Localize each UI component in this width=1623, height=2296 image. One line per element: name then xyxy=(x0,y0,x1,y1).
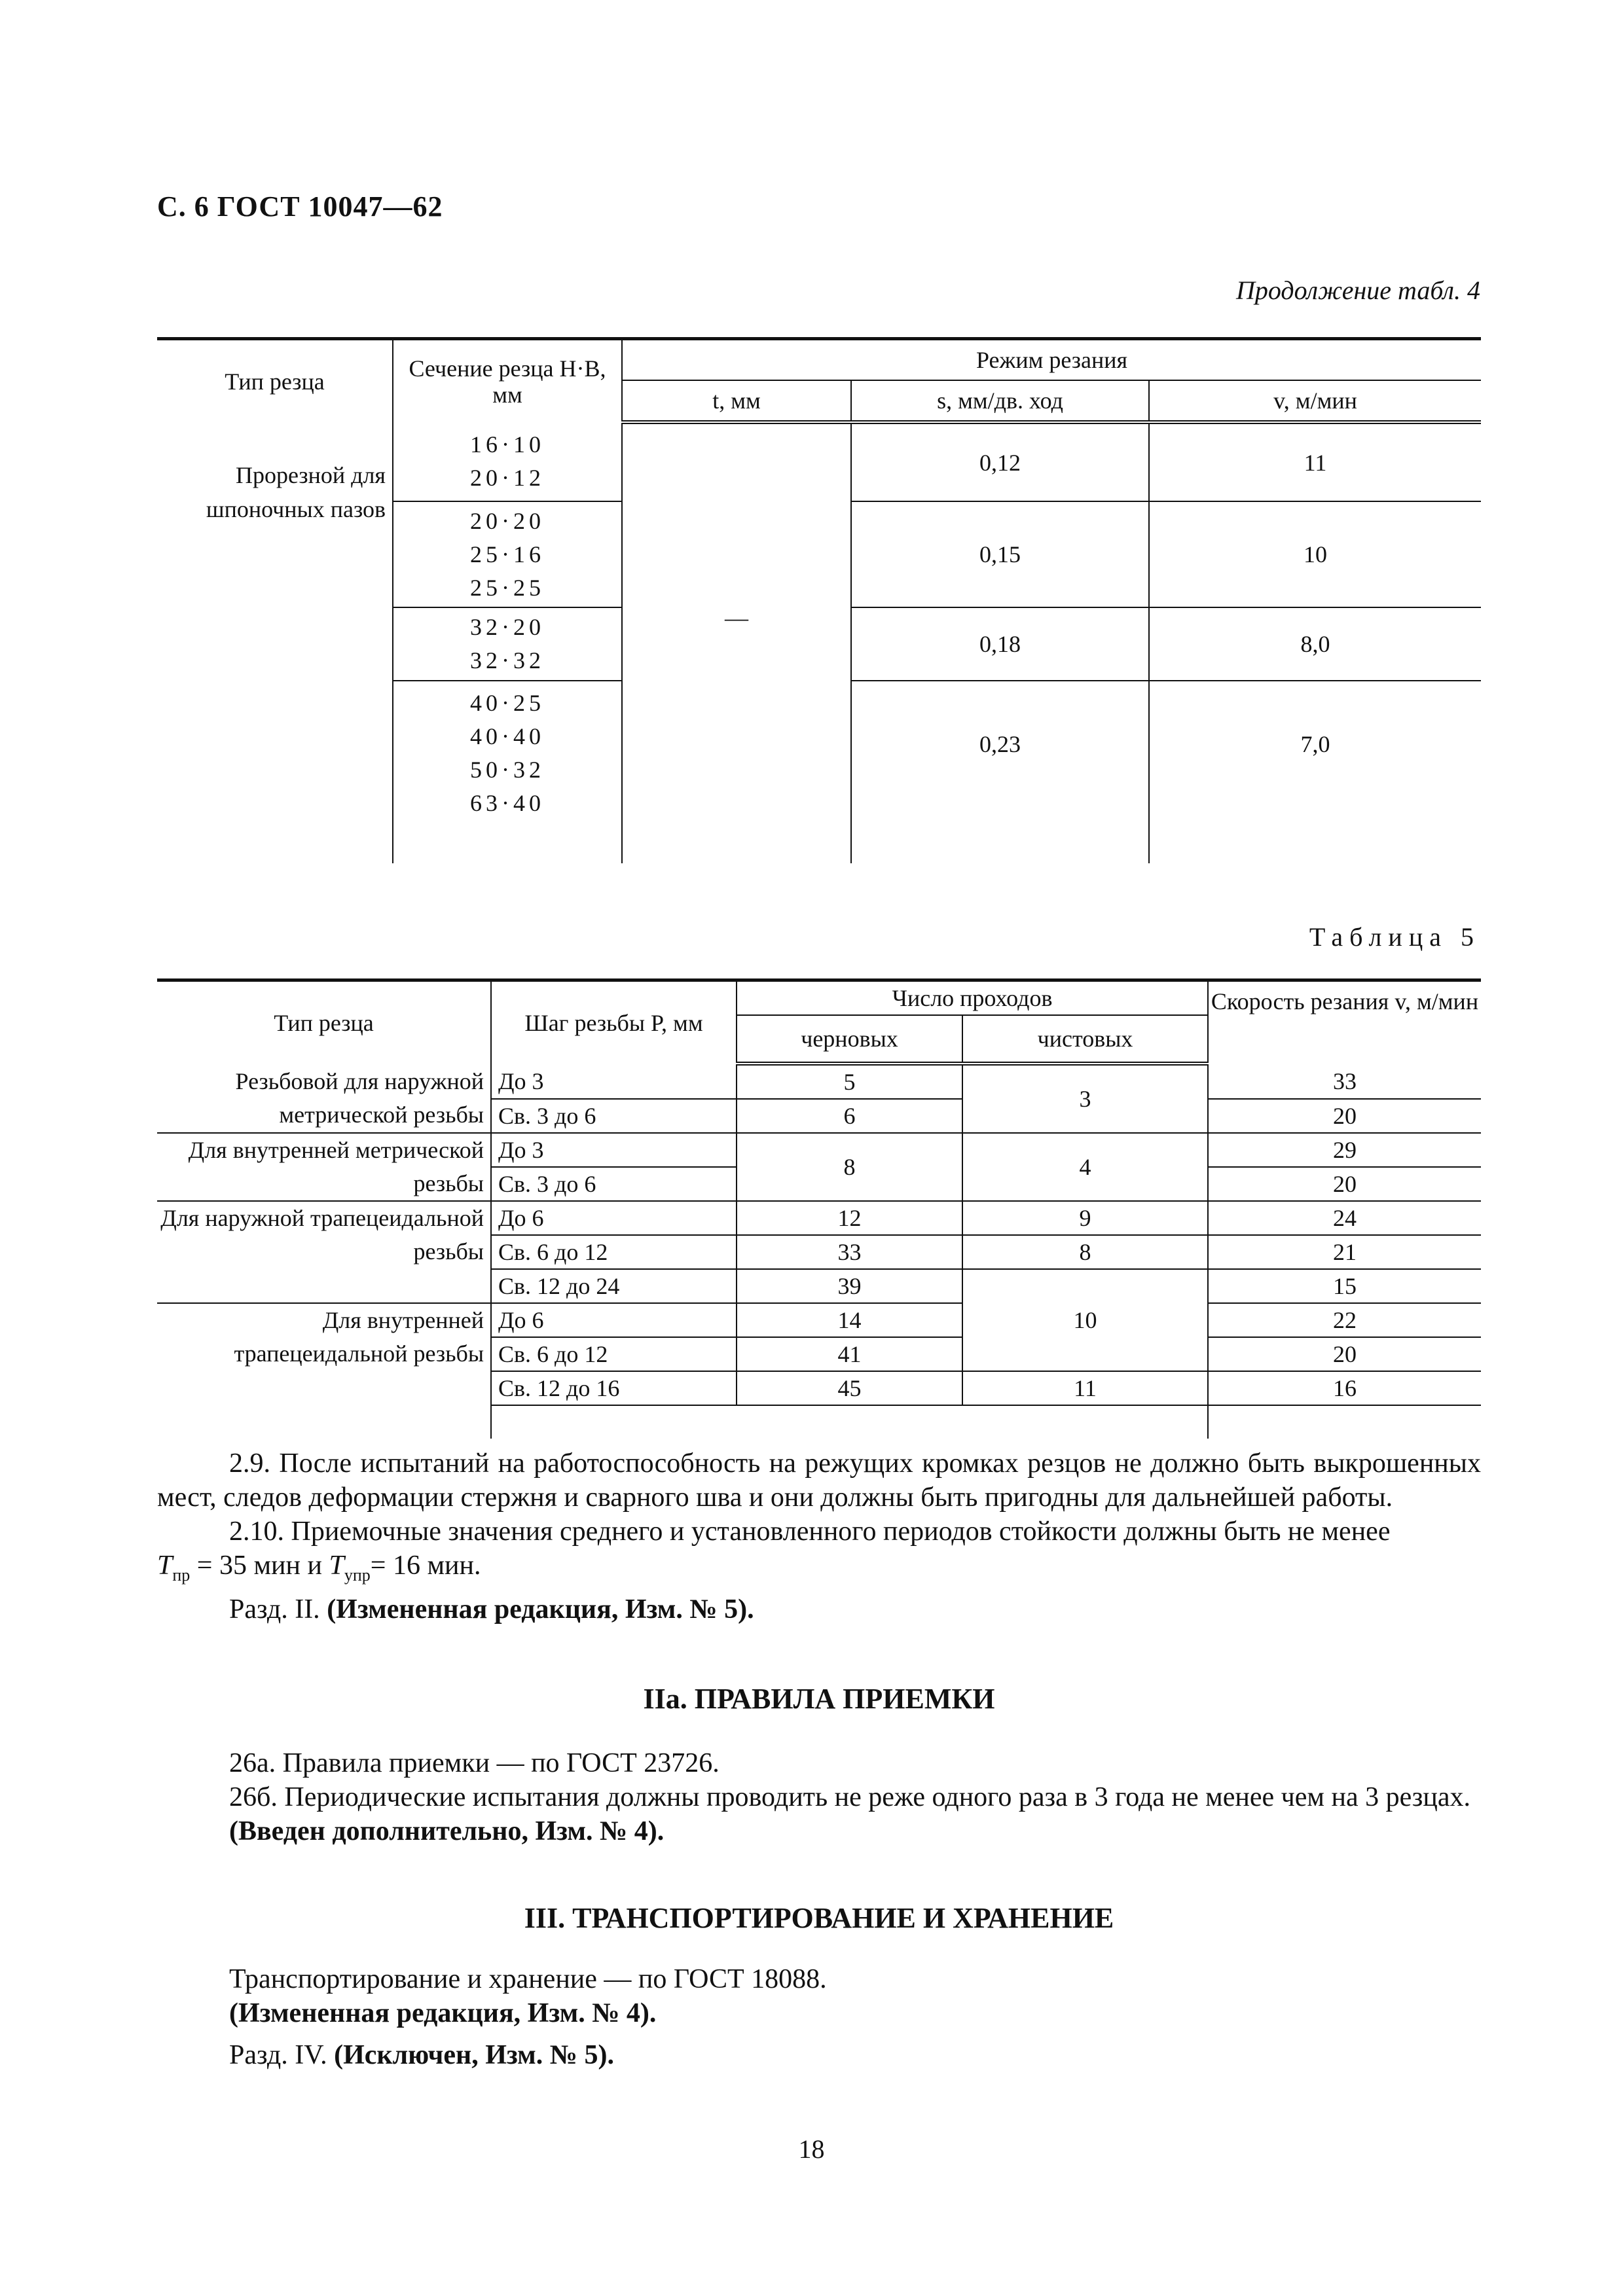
razd-4-note xyxy=(157,2038,1481,2072)
t-upr-subscript: упр xyxy=(344,1566,371,1585)
t5-finish: 11 xyxy=(962,1371,1208,1405)
t4-sections-g3: 32·20 32·32 xyxy=(393,607,622,681)
t5-rough: 6 xyxy=(737,1099,962,1133)
t5-finish: 9 xyxy=(962,1201,1208,1235)
introduced-note: (Введен дополнительно, Изм. № 4). xyxy=(229,1816,665,1846)
page-header: С. 6 ГОСТ 10047—62 xyxy=(157,190,443,223)
t4-v-g4: 7,0 xyxy=(1149,681,1481,863)
t5-pitch: До 3 xyxy=(491,1064,737,1099)
paragraphs-26 xyxy=(157,1746,1481,1848)
t5-rough: 45 xyxy=(737,1371,962,1405)
t5-type-1: Резьбовой для наружной метрической резьбы xyxy=(157,1064,491,1133)
paragraph-2-10: 2.10. Приемочные значения среднего и установленного периодов стойкости должны быть не менее xyxy=(229,1516,1391,1547)
section-3-title: III. ТРАНСПОРТИРОВАНИЕ И ХРАНЕНИЕ xyxy=(524,1902,1114,1934)
t5-speed: 16 xyxy=(1208,1371,1481,1405)
t5-rough: 14 xyxy=(737,1303,962,1337)
t5-pitch: Св. 6 до 12 xyxy=(491,1235,737,1269)
t5-rough: 5 xyxy=(737,1064,962,1099)
t5-header-speed: Скорость резания v, м/мин xyxy=(1208,980,1481,1064)
t4-s-g4: 0,23 xyxy=(851,681,1149,863)
t5-finish: 8 xyxy=(962,1235,1208,1269)
paragraphs-transport xyxy=(157,1962,1481,2072)
t4-header-v: v, м/мин xyxy=(1149,380,1481,422)
t4-s-g2: 0,15 xyxy=(851,501,1149,607)
t5-type-2: Для внутренней метрической резьбы xyxy=(157,1133,491,1201)
paragraphs-2-9-2-10 xyxy=(157,1446,1481,1626)
t5-pitch: Св. 3 до 6 xyxy=(491,1099,737,1133)
t4-header-type: Тип резца xyxy=(157,339,393,423)
paragraph-2-10-values xyxy=(157,1549,1481,1592)
t5-header-type: Тип резца xyxy=(157,980,491,1064)
t5-header-passes: Число проходов xyxy=(737,980,1208,1016)
t-pr-value: = 35 мин и xyxy=(190,1551,329,1581)
t5-pitch: Св. 12 до 16 xyxy=(491,1371,737,1405)
t5-rough: 12 xyxy=(737,1201,962,1235)
t5-tail-spacer xyxy=(157,1405,491,1439)
t5-rough: 33 xyxy=(737,1235,962,1269)
t5-type-3: Для наружной трапецеидальной резьбы xyxy=(160,1205,484,1265)
t-upr-value: = 16 мин. xyxy=(370,1551,481,1581)
t5-tail-spacer xyxy=(1208,1405,1481,1439)
t-pr-subscript: пр xyxy=(172,1566,191,1585)
t5-tail-spacer xyxy=(737,1405,962,1439)
t-pr-symbol: T xyxy=(157,1551,173,1581)
t4-t-value: — xyxy=(622,422,851,863)
t5-finish: 10 xyxy=(962,1269,1208,1371)
t5-speed: 21 xyxy=(1208,1235,1481,1269)
t4-header-mode: Режим резания xyxy=(622,339,1481,381)
t5-speed: 20 xyxy=(1208,1337,1481,1371)
paragraph-26b: 26б. Периодические испытания должны проводить не реже одного раза в 3 года не менее чем на 3 резцах. xyxy=(229,1782,1470,1812)
t5-pitch: До 6 xyxy=(491,1201,737,1235)
table-4 xyxy=(157,337,1481,863)
t5-header-rough: черновых xyxy=(737,1015,962,1064)
razd-2-amended: (Измененная редакция, Изм. № 5). xyxy=(327,1594,754,1624)
amended-4-note: (Измененная редакция, Изм. № 4). xyxy=(229,1998,657,2028)
paragraph-transport: Транспортирование и хранение — по ГОСТ 18088. xyxy=(229,1964,827,1994)
t5-speed: 33 xyxy=(1208,1064,1481,1099)
table-5 xyxy=(157,978,1481,1439)
t5-pitch: До 3 xyxy=(491,1133,737,1167)
table4-caption: Продолжение табл. 4 xyxy=(1235,276,1480,305)
razd-4-prefix: Разд. IV. xyxy=(229,2040,335,2070)
t5-speed: 29 xyxy=(1208,1133,1481,1167)
t5-tail-spacer xyxy=(491,1405,737,1439)
t4-v-g3: 8,0 xyxy=(1149,607,1481,681)
t4-s-g3: 0,18 xyxy=(851,607,1149,681)
t5-speed: 24 xyxy=(1208,1201,1481,1235)
t4-header-t: t, мм xyxy=(622,380,851,422)
razd-2-prefix: Разд. II. xyxy=(229,1594,327,1624)
t5-header-pitch: Шаг резьбы P, мм xyxy=(491,980,737,1064)
paragraph-26a: 26а. Правила приемки — по ГОСТ 23726. xyxy=(229,1748,720,1778)
t-upr-symbol: T xyxy=(329,1551,344,1581)
t5-rough: 8 xyxy=(737,1133,962,1201)
t5-speed: 22 xyxy=(1208,1303,1481,1337)
t5-type-4: Для внутренней трапецеидальной резьбы xyxy=(157,1303,491,1405)
t5-finish: 3 xyxy=(962,1064,1208,1133)
t4-s-g1: 0,12 xyxy=(851,422,1149,501)
section-2a-title: IIа. ПРАВИЛА ПРИЕМКИ xyxy=(643,1683,995,1715)
page-number: 18 xyxy=(798,2134,825,2164)
t4-cutter-type: Прорезной для шпоночных пазов xyxy=(206,462,386,522)
razd-4-excluded: (Исключен, Изм. № 5). xyxy=(334,2040,614,2070)
t4-header-s: s, мм/дв. ход xyxy=(851,380,1149,422)
t5-finish: 4 xyxy=(962,1133,1208,1201)
t5-pitch: До 6 xyxy=(491,1303,737,1337)
t5-speed: 20 xyxy=(1208,1167,1481,1201)
t5-speed: 20 xyxy=(1208,1099,1481,1133)
t5-pitch: Св. 3 до 6 xyxy=(491,1167,737,1201)
t4-v-g2: 10 xyxy=(1149,501,1481,607)
t4-sections-g4: 40·25 40·40 50·32 63·40 xyxy=(393,681,622,863)
t4-v-g1: 11 xyxy=(1149,422,1481,501)
t5-speed: 15 xyxy=(1208,1269,1481,1303)
table5-caption: Таблица 5 xyxy=(1309,922,1480,952)
t5-rough: 41 xyxy=(737,1337,962,1371)
t4-header-section: Сечение резца Н·В, мм xyxy=(393,339,622,423)
t5-pitch: Св. 6 до 12 xyxy=(491,1337,737,1371)
t4-sections-g1: 16·10 20·12 xyxy=(393,422,622,501)
paragraph-2-9: 2.9. После испытаний на работоспособность на режущих кромках резцов не должно быть выкрошенных мест, следов деформации стержня и сварного шва и они должны быть пригодны для дальнейшей работы. xyxy=(157,1448,1481,1513)
t5-tail-spacer xyxy=(962,1405,1208,1439)
t5-pitch: Св. 12 до 24 xyxy=(491,1269,737,1303)
razd-2-note xyxy=(157,1592,1481,1626)
t4-sections-g2: 20·20 25·16 25·25 xyxy=(393,501,622,607)
t5-rough: 39 xyxy=(737,1269,962,1303)
t5-header-finish: чистовых xyxy=(962,1015,1208,1064)
